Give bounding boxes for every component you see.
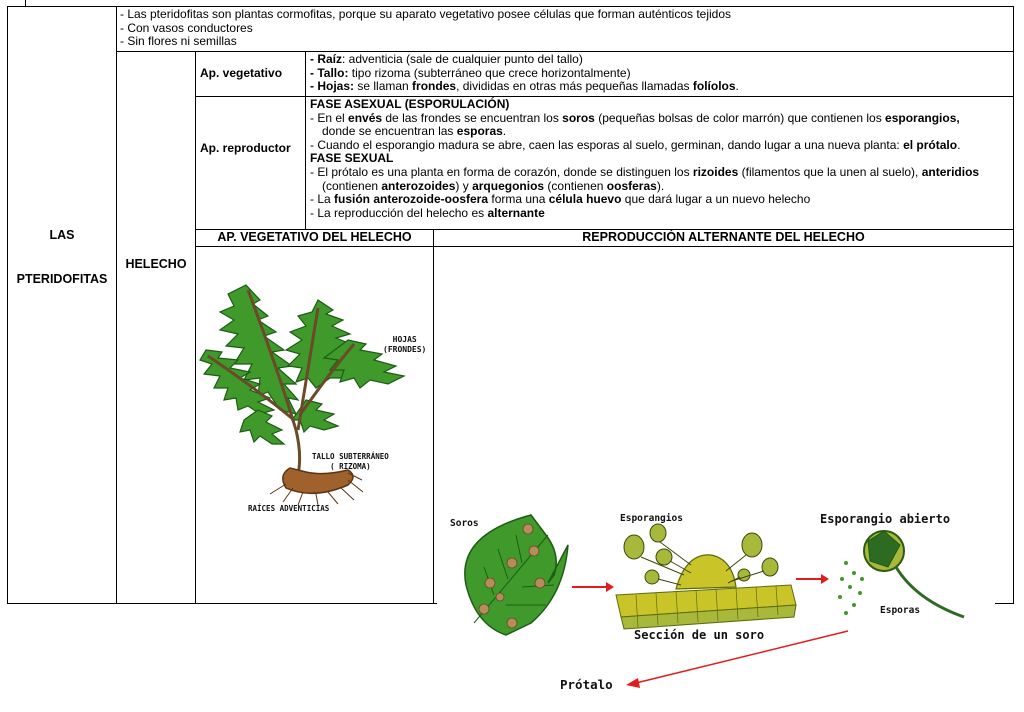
text: ) y: [455, 178, 473, 193]
term: fusión anterozoide-oosfera: [334, 192, 489, 207]
group-title-line1: LAS: [49, 228, 75, 242]
vegetativo-label: Ap. vegetativo: [200, 66, 283, 80]
hojas-term: - Hojas:: [310, 79, 355, 94]
text: (contienen: [322, 178, 382, 193]
term: alternante: [487, 205, 545, 220]
text: - La: [310, 192, 335, 207]
table-bottom-border-right: [995, 603, 1014, 604]
sexual-line-1: [310, 166, 1012, 180]
fern-label-tallo-line1: TALLO SUBTERRÁNEO: [312, 452, 389, 461]
asexual-line-1: [310, 112, 1012, 126]
fase-asexual-heading: FASE ASEXUAL (ESPORULACIÓN): [310, 97, 510, 111]
term: esporas: [456, 124, 503, 139]
text: que dará lugar a un nuevo helecho: [621, 192, 811, 207]
col2-divider: [195, 51, 196, 604]
leaf-with-soros: [465, 515, 568, 635]
text: donde se encuentran las: [322, 124, 457, 139]
table-bottom-border: [7, 603, 437, 604]
caption-reproduccion: REPRODUCCIÓN ALTERNANTE DEL HELECHO: [582, 230, 865, 244]
image-divider: [433, 229, 434, 604]
text: - El prótalo es una planta en forma de corazón, donde se distinguen los: [310, 164, 693, 179]
intro-line: - Con vasos conductores: [120, 20, 253, 35]
term: anteridios: [921, 164, 980, 179]
fern-label-tallo: [312, 452, 389, 472]
asexual-line-2: [310, 139, 1012, 153]
subgroup-title: HELECHO: [125, 257, 187, 271]
fern-label-hojas-line1: HOJAS: [392, 335, 417, 344]
reproductor-text: [310, 98, 1012, 220]
hojas-line: [310, 80, 1010, 94]
term: esporangios,: [885, 110, 960, 125]
sexual-line-3: [310, 207, 1012, 221]
term: el prótalo: [903, 137, 958, 152]
text: (contienen: [544, 178, 607, 193]
label-soros: Soros: [450, 518, 479, 529]
text: - En el: [310, 110, 349, 125]
sexual-line-1b: [310, 180, 1012, 194]
frondes-term: frondes: [412, 79, 457, 94]
fern-label-raices: RAÍCES ADVENTICIAS: [248, 504, 330, 513]
fern-label-hojas: [383, 335, 426, 355]
caption-vegetativo: AP. VEGETATIVO DEL HELECHO: [217, 230, 412, 244]
label-protalo: Prótalo: [560, 677, 613, 692]
label-seccion-soro: Sección de un soro: [634, 628, 765, 642]
term: célula huevo: [548, 192, 622, 207]
intro-text: [120, 8, 1010, 49]
term: arquegonios: [472, 178, 545, 193]
intro-line: - Sin flores ni semillas: [120, 34, 237, 49]
foliolos-term: folíolos: [692, 79, 736, 94]
text: .: [502, 124, 507, 139]
tallo-term: - Tallo:: [310, 65, 349, 80]
top-tick: [25, 0, 26, 6]
intro-line: - Las pteridofitas son plantas cormofitas, porque su aparato vegetativo posee células que forman auténticos tejidos: [120, 7, 732, 21]
hojas-desc: se llaman: [354, 79, 413, 94]
reproductor-label: Ap. reproductor: [200, 141, 291, 155]
fern-label-hojas-line2: (FRONDES): [383, 345, 427, 354]
hojas-desc: , divididas en otras más pequeñas llamadas: [456, 79, 693, 94]
text: (pequeñas bolsas de color marrón) que contienen los: [594, 110, 886, 125]
text: - Cuando el esporangio madura se abre, caen las esporas al suelo, germinan, dando lugar a una nueva planta:: [310, 137, 904, 152]
tallo-line: [310, 67, 1010, 81]
hojas-desc: .: [735, 79, 739, 94]
text: ).: [656, 178, 665, 193]
asexual-line-1b: [310, 125, 1012, 139]
text: de las frondes se encuentran los: [382, 110, 563, 125]
fase-sexual-heading: FASE SEXUAL: [310, 151, 394, 166]
col3-divider: [305, 51, 306, 229]
text: - La reproducción del helecho es: [310, 205, 488, 220]
group-title: [8, 229, 116, 286]
label-esporangio-abierto: Esporangio abierto: [820, 512, 951, 526]
term: soros: [562, 110, 595, 125]
term: rizoides: [692, 164, 739, 179]
caption-bottom-border: [195, 246, 1014, 247]
col1-divider: [116, 6, 117, 604]
label-esporas: Esporas: [880, 605, 921, 616]
vegetativo-text: [310, 53, 1010, 94]
raiz-line: [310, 53, 1010, 67]
tallo-desc: tipo rizoma (subterráneo que crece horizontalmente): [348, 65, 631, 80]
label-esporangios: Esporangios: [620, 513, 683, 524]
table-left-border: [7, 6, 8, 604]
text: forma una: [488, 192, 549, 207]
term: anterozoides: [381, 178, 456, 193]
raiz-term: - Raíz: [310, 52, 343, 66]
text: .: [957, 137, 961, 152]
sexual-line-2: [310, 193, 1012, 207]
fern-label-tallo-line2: ( RIZOMA): [330, 462, 371, 471]
group-title-line2: PTERIDOFITAS: [16, 271, 108, 286]
text: (filamentos que la unen al suelo),: [738, 164, 922, 179]
term: oosferas: [606, 178, 657, 193]
term: envés: [348, 110, 383, 125]
raiz-desc: : adventicia (sale de cualquier punto del tallo): [342, 52, 583, 66]
